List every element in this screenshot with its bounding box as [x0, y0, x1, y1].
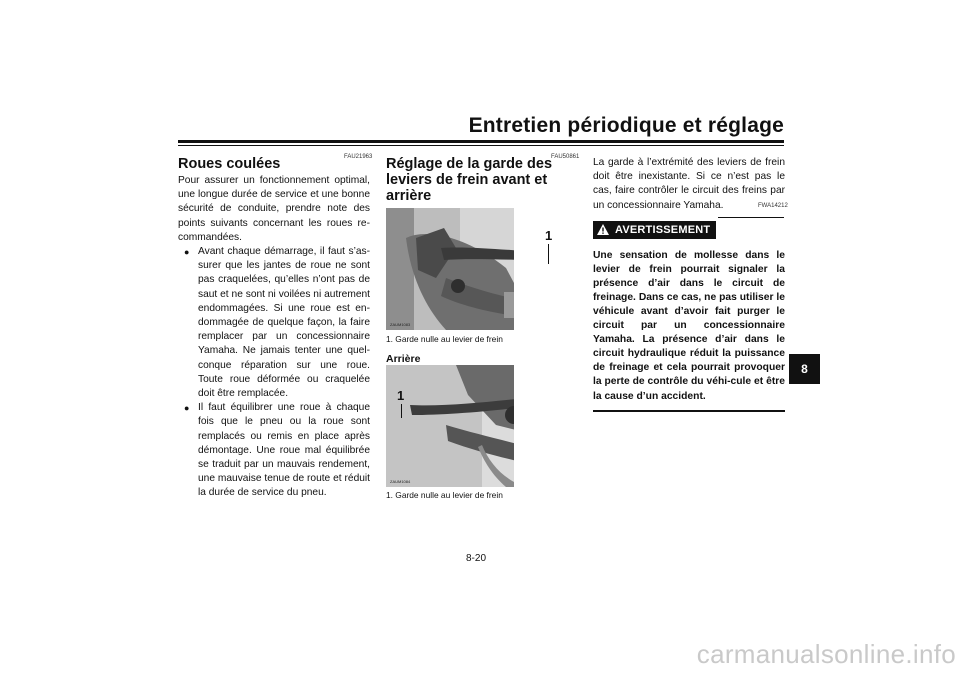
section-title-roues: Roues coulées: [178, 156, 281, 172]
roues-bullet-list: [178, 245, 370, 501]
list-item: [178, 245, 370, 401]
watermark: carmanualsonline.info: [696, 639, 956, 669]
rear-figure-caption: 1. Garde nulle au levier de frein: [386, 490, 503, 500]
front-figure-caption: 1. Garde nulle au levier de frein: [386, 334, 503, 344]
page-number: 8-20: [466, 553, 487, 564]
page-header-title: Entretien périodique et réglage: [468, 114, 784, 137]
garde-intro: La garde à l’extrémité des leviers de frein doit être inexistante. Si ce n’est pas le cas, faire contrôler le circuit des freins par un concessionnaire Yamaha.: [593, 157, 785, 211]
ref-code-warning: FWA14212: [758, 203, 788, 209]
bullet-icon: ●: [184, 247, 190, 258]
warning-label-box: [593, 221, 716, 239]
section-tab: 8: [789, 354, 820, 384]
section-title-reglage: Réglage de la garde des leviers de frein avant et arrière: [386, 156, 553, 204]
warning-block: [593, 221, 785, 412]
ref-code-reglage: FAU50861: [551, 154, 580, 160]
warning-triangle-icon: [597, 224, 609, 235]
bullet-text: Il faut équilibrer une roue à chaque fois que le pneu ou la roue sont remplacés ou remis en place après démontage. Une roue mal équilibrée se traduit par un mauvais rendement, une mauvaise tenue de route et réduit la durée de service du pneu.: [198, 402, 370, 499]
front-brake-lever-image: [386, 208, 514, 330]
callout-line: [548, 244, 549, 264]
warning-bottom-rule: [593, 410, 785, 412]
callout-line: [401, 404, 402, 418]
warning-text: Une sensation de mollesse dans le levier de frein pourrait signaler la présence d’air dans le circuit de freinage. Dans ce cas, ne pas utiliser le véhicule avant d’avoir fait purger le circuit par un concessionnaire Yamaha. La présence d’air dans le circuit hydraulique réduit la puissance de freinage et cela pourrait provoquer la perte de contrôle du véhi-cule et être la cause d’un accident.: [593, 249, 785, 402]
column-roues-coulees: [178, 154, 373, 501]
column-garde-warning: [593, 156, 785, 412]
bullet-text: Avant chaque démarrage, il faut s’as-surer que les jantes de roue ne sont pas craquelées, qu’elles n’ont pas de saut et ne sont ni voilées ni autrement endommagées. Si une roue est en-dommagée de quelque façon, la faire remplacer par un concessionnaire Yamaha. Ne jamais tenter une quel-conque réparation sur une roue. Toute roue déformée ou craquelée doit être remplacée.: [198, 246, 370, 400]
ref-code-roues: FAU21963: [344, 154, 373, 160]
header-rule-thin: [178, 145, 784, 146]
warning-top-rule: [718, 217, 784, 218]
front-callout-number: 1: [545, 228, 553, 243]
figure-code: ZAUM1084: [390, 479, 411, 484]
figure-code: ZAUM1083: [390, 322, 411, 327]
header-rule: [178, 140, 784, 143]
warning-label: AVERTISSEMENT: [615, 223, 711, 236]
rear-callout-number: 1: [397, 388, 405, 403]
list-item: [178, 401, 370, 500]
rear-brake-lever-image: [386, 365, 514, 487]
bullet-icon: ●: [184, 403, 190, 414]
roues-intro: Pour assurer un fonctionnement optimal, une longue durée de service et une bonne sécurité de conduite, prendre note des points suivants concernant les roues re-commandées.: [178, 175, 370, 243]
subheading-arriere: Arrière: [386, 353, 421, 365]
